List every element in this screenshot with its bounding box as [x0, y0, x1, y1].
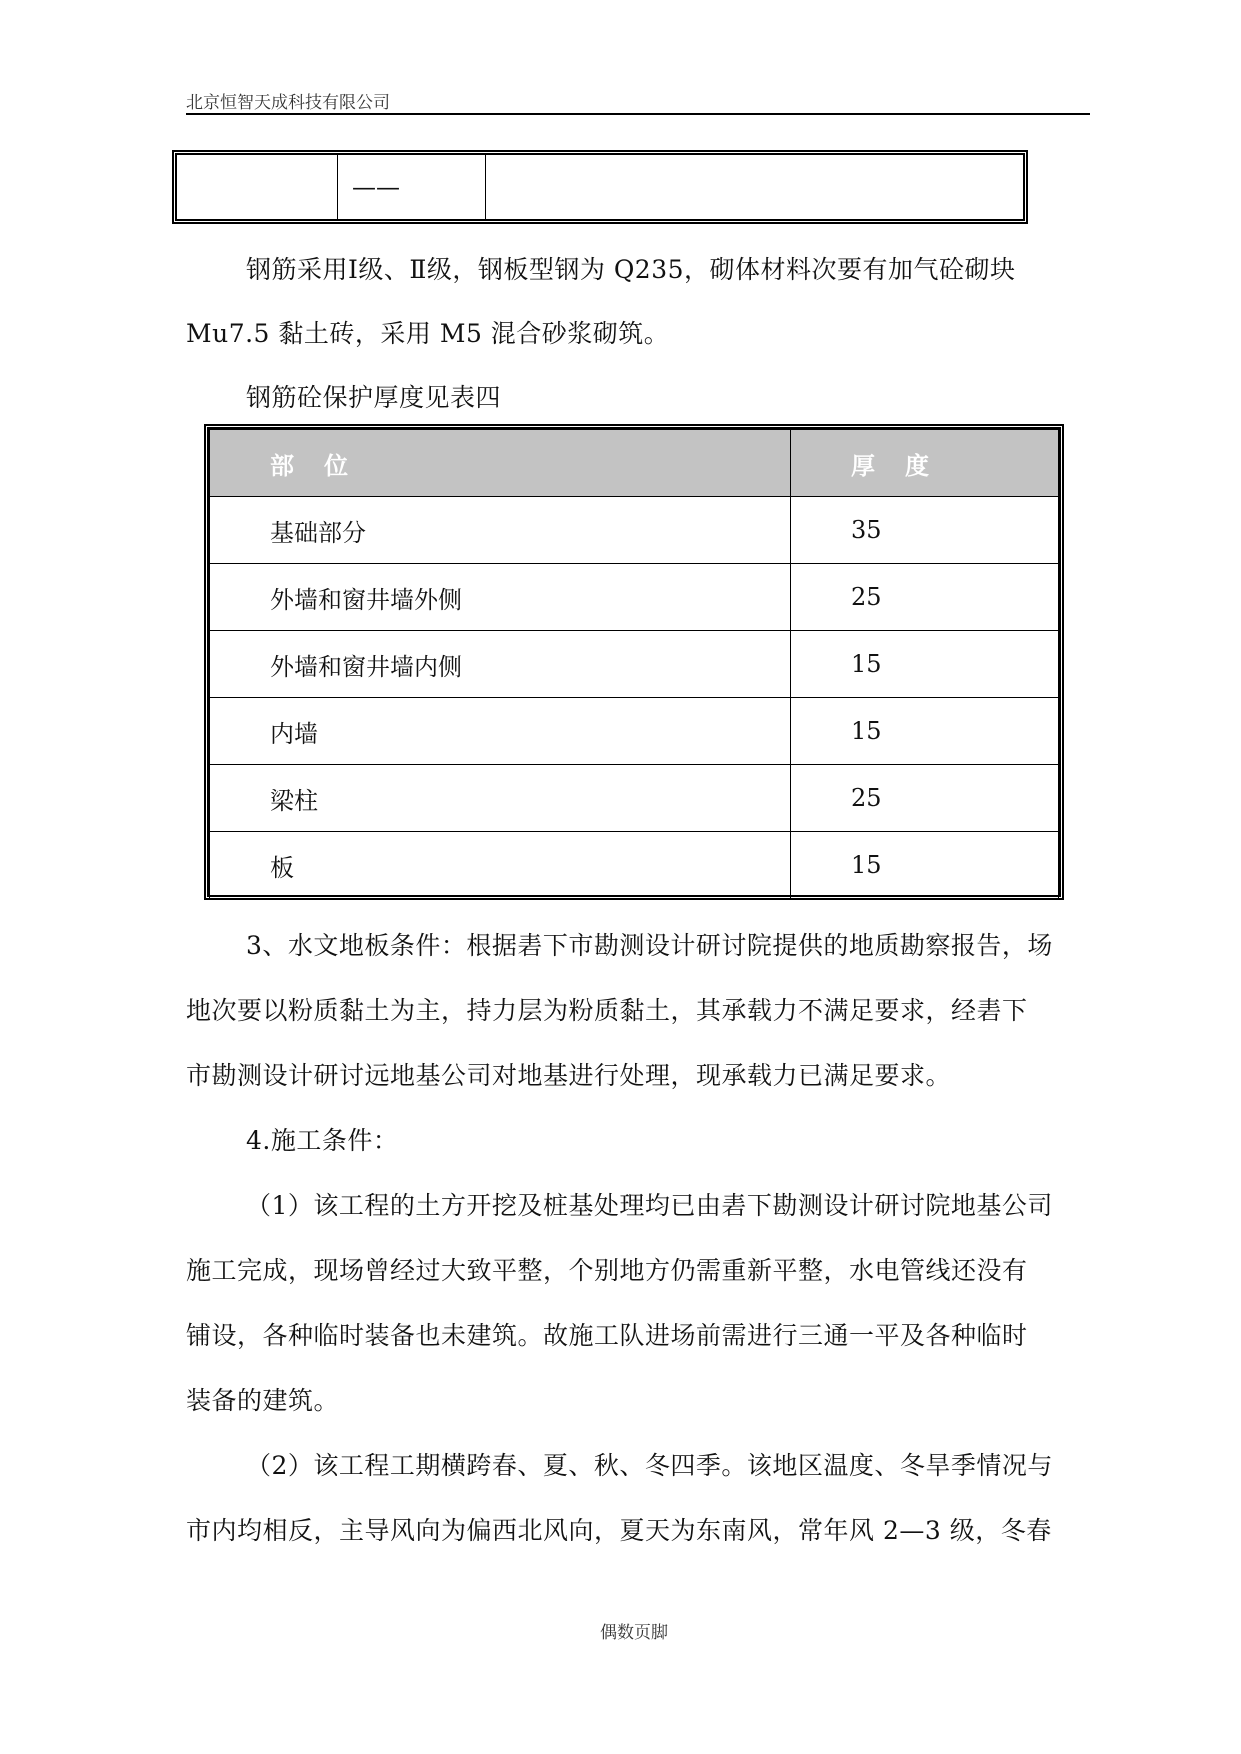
cover-thickness-table — [204, 424, 1064, 900]
paragraph-line: 施工完成，现场曾经过大致平整，个别地方仍需重新平整，水电管线还没有 — [186, 1256, 1028, 1285]
paragraph-line: （2）该工程工期横跨春、夏、秋、冬四季。该地区温度、冬旱季情况与 — [246, 1451, 1053, 1480]
top-table-divider-2 — [485, 155, 486, 219]
table-cell: 15 — [791, 698, 1059, 765]
top-table-dash: —— — [352, 173, 400, 201]
page-footer: 偶数页脚 — [600, 1623, 668, 1643]
header-cell-thickness: 厚度 — [791, 430, 1059, 497]
paragraph-line: 装备的建筑。 — [186, 1386, 340, 1415]
paragraph-line: 地次要以粉质黏土为主，持力层为粉质黏土，其承载力不满足要求，经砉下 — [186, 996, 1028, 1025]
table-row — [210, 832, 1059, 899]
page-header: 北京恒智天成科技有限公司 — [186, 93, 390, 113]
table-header-row — [210, 430, 1059, 497]
header-rule — [186, 113, 1090, 115]
table-cell: 基础部分 — [210, 497, 791, 564]
table-cell: 35 — [791, 497, 1059, 564]
header-cell-part: 部位 — [210, 430, 791, 497]
top-table-divider-1 — [337, 155, 338, 219]
paragraph-line: 钢筋采用Ⅰ级、Ⅱ级，钢板型钢为 Q235，砌体材料次要有加气砼砌块 — [246, 255, 1016, 284]
table-row — [210, 698, 1059, 765]
paragraph-line: 铺设，各种临时装备也未建筑。故施工队进场前需进行三通一平及各种临时 — [186, 1321, 1028, 1350]
table-cell: 15 — [791, 832, 1059, 899]
paragraph-line: 市勘测设计研讨远地基公司对地基进行处理，现承载力已满足要求。 — [186, 1061, 952, 1090]
table-row — [210, 564, 1059, 631]
table-cell: 板 — [210, 832, 791, 899]
table-cell: 梁柱 — [210, 765, 791, 832]
table-cell: 内墙 — [210, 698, 791, 765]
paragraph-line: （1）该工程的土方开挖及桩基处理均已由砉下勘测设计研讨院地基公司 — [246, 1191, 1053, 1220]
paragraph-line: 市内均相反，主导风向为偏西北风向，夏天为东南风，常年风 2—3 级，冬春 — [186, 1516, 1052, 1545]
table-cell: 25 — [791, 765, 1059, 832]
table-cell: 15 — [791, 631, 1059, 698]
top-table-fragment — [172, 150, 1028, 224]
table-cell: 外墙和窗井墙内侧 — [210, 631, 791, 698]
paragraph-line: 钢筋砼保护厚度见表四 — [246, 383, 502, 412]
table-cell: 25 — [791, 564, 1059, 631]
table-row — [210, 497, 1059, 564]
paragraph-line: Mu7.5 黏土砖，采用 M5 混合砂浆砌筑。 — [186, 319, 670, 348]
table-row — [210, 631, 1059, 698]
paragraph-line: 3、水文地板条件：根据砉下市勘测设计研讨院提供的地质勘察报告，场 — [246, 931, 1053, 960]
table-row — [210, 765, 1059, 832]
paragraph-line: 4.施工条件： — [246, 1126, 399, 1155]
table-cell: 外墙和窗井墙外侧 — [210, 564, 791, 631]
